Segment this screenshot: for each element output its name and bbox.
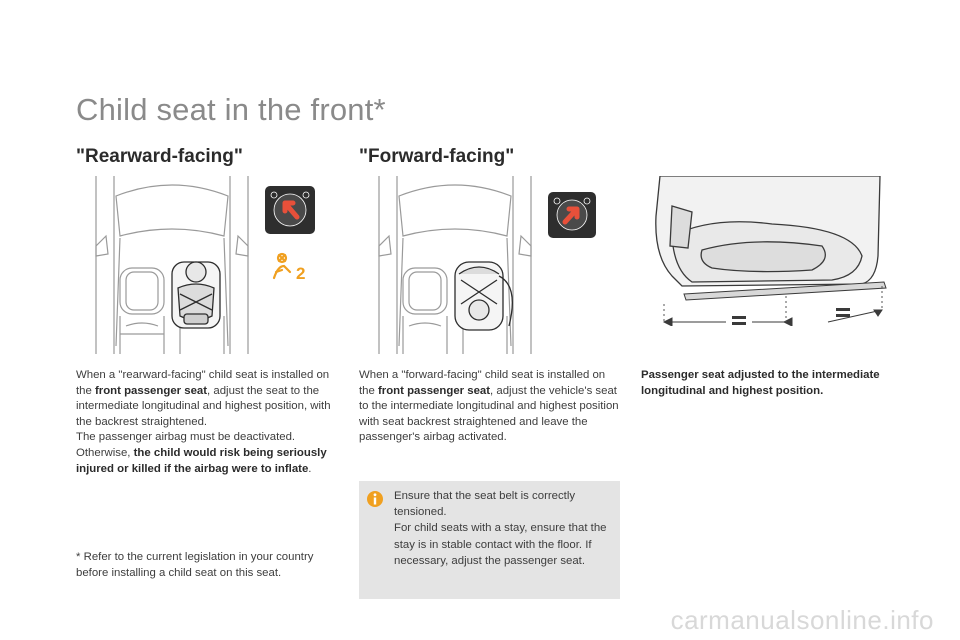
rearward-warning-bold: the child would risk being seriously injured or killed if the airbag were to inflate xyxy=(76,446,327,475)
info-note-text xyxy=(394,488,609,569)
warning-number: 2 xyxy=(296,264,306,282)
forward-bold-1: front passenger seat xyxy=(378,384,491,397)
passenger-airbag-on-panel xyxy=(548,192,596,238)
rearward-text-5: . xyxy=(308,462,312,475)
seat-adjustment-illustration xyxy=(652,176,892,326)
footer-watermark: carmanualsonline.info xyxy=(670,605,934,635)
passenger-airbag-off-panel xyxy=(265,186,315,234)
footnote xyxy=(76,549,346,581)
forward-car-illustration xyxy=(369,176,541,354)
note-line-1: Ensure that the seat belt is correctly tensioned. xyxy=(394,490,576,519)
forward-text-2: , adjust the vehicle's seat to the intermediate longitudinal and highest position with seat backrest straightened and leave the passenger's airbag activated. xyxy=(359,384,619,444)
seat-caption: Passenger seat adjusted to the intermediate longitudinal and highest position. xyxy=(641,369,880,397)
rearward-text-4: Otherwise, xyxy=(76,446,134,459)
airbag-off-warning-icon xyxy=(270,252,310,282)
rearward-instructions xyxy=(76,368,338,477)
forward-instructions xyxy=(359,368,619,446)
rearward-bold-1: front passenger seat xyxy=(95,384,208,397)
forward-text-1: When a "forward-facing" child seat is installed on the xyxy=(359,369,606,397)
rearward-text-2: , adjust the seat to the intermediate longitudinal and highest position, with the backrest straightened. xyxy=(76,384,331,428)
rearward-text-3: The passenger airbag must be deactivated. xyxy=(76,431,296,444)
info-icon xyxy=(366,490,384,508)
rearward-heading: "Rearward-facing" xyxy=(76,146,243,167)
forward-heading: "Forward-facing" xyxy=(359,146,515,167)
page-title: Child seat in the front* xyxy=(76,92,386,127)
footnote-marker: * xyxy=(76,551,81,563)
footnote-text: Refer to the current legislation in your country before installing a child seat on this seat. xyxy=(76,551,314,579)
rearward-text-1: When a "rearward-facing" child seat is installed on the xyxy=(76,369,330,397)
rearward-car-illustration xyxy=(86,176,258,354)
note-line-2: For child seats with a stay, ensure that the stay is in stable contact with the floor. If necessary, adjust the passenger seat. xyxy=(394,522,607,567)
